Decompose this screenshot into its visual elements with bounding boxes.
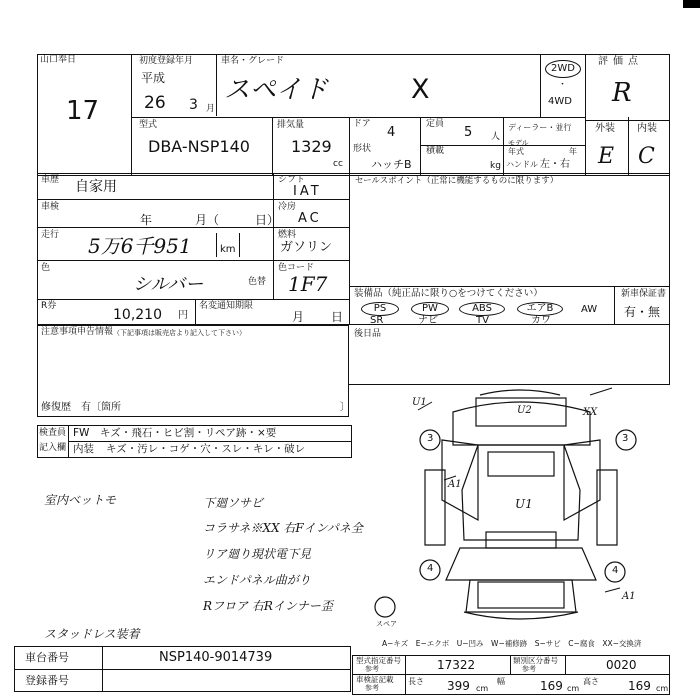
score-label: 評価点	[598, 56, 643, 67]
spare-label: スペア	[376, 620, 397, 628]
repair-close: 〕	[340, 402, 350, 413]
load-label: 積載	[426, 146, 445, 156]
category-label1: 類別区分番号	[513, 656, 558, 665]
capacity-unit: 人	[491, 132, 501, 142]
handwritten-note-2: 下廻ソサビ	[203, 496, 264, 510]
inspector-row2: キズ・汚レ・コゲ・穴・スレ・キレ・破レ	[106, 443, 306, 455]
mileage-value: 5万6千951	[88, 234, 192, 258]
equip-pw: PW	[411, 302, 449, 316]
notes-sub: （下記事項は販売店より記入して下さい）	[113, 329, 246, 337]
exterior-label: 外装	[595, 123, 615, 134]
damage-legend: A−キズ E−エクボ U−凹み W−補修跡 S−サビ C−腐食 XX−交換済	[382, 639, 642, 648]
shape-value: ハッチB	[371, 158, 412, 171]
shift-label: シフト	[278, 175, 306, 185]
equipment-label: 装備品（純正品に限り○をつけてください）	[354, 288, 543, 299]
displacement-unit: cc	[333, 159, 343, 169]
dims-width-label: 幅	[497, 677, 505, 686]
color-code-label: 色コード	[278, 263, 315, 273]
diagram-mark-3-right: 3	[622, 433, 629, 444]
equip-abs: ABS	[459, 302, 505, 316]
handwritten-note-7: スタッドレス装着	[44, 627, 140, 641]
recycle-value: 10,210	[113, 307, 162, 323]
model-year-label2: 年式	[508, 147, 524, 156]
ownership-day: 日	[331, 310, 344, 324]
chassis-value: NSP140-9014739	[159, 650, 273, 665]
equip-tv: TV	[476, 315, 489, 326]
interior-label: 内装	[637, 123, 657, 134]
category-label2: 参考	[522, 665, 536, 673]
chassis-label: 車台番号	[25, 651, 69, 664]
dims-height: 169	[628, 679, 651, 693]
inspector-label1: 検査員	[39, 428, 67, 438]
diagram-mark-3-left: 3	[427, 433, 434, 444]
register-label: 登録番号	[25, 674, 69, 687]
dealer-label: ディーラー・並行	[508, 123, 572, 132]
fuel-value: ガソリン	[280, 240, 333, 255]
repair-value: 有〔箇所	[81, 402, 121, 413]
diagram-mark-u2: U2	[517, 405, 532, 416]
ac-label: 冷房	[278, 202, 297, 212]
model-designation-label2: 参考	[365, 665, 379, 673]
handwritten-note-6: Rフロア 右Rインナー歪	[203, 599, 333, 613]
lot-number: 17	[66, 96, 100, 126]
inspection-day: 日）	[255, 213, 280, 227]
dims-length: 399	[447, 679, 470, 693]
dims-height-unit: cm	[656, 684, 669, 693]
drive-4wd: 4WD	[548, 96, 572, 107]
inspection-month: 月（	[195, 213, 220, 227]
load-unit: kg	[490, 161, 501, 171]
dims-length-label: 長さ	[408, 677, 424, 686]
mileage-unit: km	[220, 244, 236, 255]
after-label: 後日品	[354, 329, 382, 339]
inspection-label: 車検	[41, 202, 60, 212]
color-change-label: 色替	[248, 277, 267, 287]
category-value: 0020	[606, 658, 637, 672]
displacement-label: 排気量	[277, 120, 305, 130]
car-grade: X	[411, 74, 430, 105]
inspector-label2: 記入欄	[39, 443, 67, 453]
model-year-label1: モデル	[508, 139, 529, 147]
first-reg-label: 初度登録年月	[139, 56, 194, 66]
first-reg-era: 平成	[141, 71, 166, 85]
first-reg-month: 3	[189, 97, 198, 113]
sales-label: セールスポイント（正常に機能するものに限ります）	[355, 176, 559, 186]
doors-value: 4	[387, 125, 396, 140]
capacity-value: 5	[464, 125, 473, 140]
model-value: DBA-NSP140	[148, 137, 250, 156]
inspector-row2-tag: 内装	[73, 443, 94, 455]
history-label: 車歴	[41, 175, 60, 185]
repair-label: 修復歴	[41, 402, 71, 413]
diagram-mark-xx: XX	[583, 407, 598, 418]
inspection-year: 年	[140, 213, 153, 227]
model-designation-label1: 型式指定番号	[356, 656, 401, 665]
dims-length-unit: cm	[476, 684, 489, 693]
shape-label: 形状	[353, 144, 372, 154]
dims-height-label: 高さ	[583, 677, 599, 686]
first-reg-month-unit: 月	[206, 104, 216, 114]
diagram-mark-a1-left: A1	[448, 479, 462, 490]
notes-label: 注意事項申告情報	[41, 327, 114, 337]
car-name: スペイド	[224, 75, 329, 105]
warranty-value: 有・無	[624, 305, 661, 319]
equip-sr: SR	[370, 315, 384, 326]
dims-width-unit: cm	[567, 684, 580, 693]
model-label: 型式	[139, 120, 158, 130]
recycle-label: R券	[41, 301, 57, 311]
equip-aw: AW	[581, 304, 598, 315]
ac-value: AC	[298, 211, 322, 226]
equip-leather: カワ	[531, 315, 551, 326]
diagram-mark-4-left: 4	[427, 563, 434, 574]
diagram-mark-u1-center: U1	[515, 497, 533, 511]
ownership-label: 名変通知期限	[199, 301, 254, 311]
dims-label1: 車検証記載	[356, 675, 394, 684]
handwritten-note-3: コラサネ※XX 右Fインパネ全	[203, 521, 363, 535]
car-label: 車名・グレード	[221, 56, 285, 66]
doors-label: ドア	[353, 119, 371, 129]
handwritten-note-4: リア廻り現状電下見	[203, 547, 312, 561]
handwritten-note-5: エンドパネル曲がり	[203, 573, 311, 587]
history-value: 自家用	[75, 179, 117, 195]
exterior-value: E	[598, 144, 615, 169]
displacement-value: 1329	[291, 137, 332, 156]
equip-ps: PS	[361, 302, 399, 316]
model-year-unit: 年	[569, 147, 577, 156]
score-value: R	[612, 78, 632, 108]
handwritten-note-1: 室内ベットモ	[44, 493, 117, 507]
color-label: 色	[41, 263, 51, 273]
shift-value: IAT	[293, 184, 322, 199]
diagram-mark-4-right: 4	[612, 565, 619, 576]
corner-tag: 山口奉日	[40, 55, 77, 65]
color-code-value: 1F7	[288, 272, 328, 296]
ownership-month: 月	[292, 310, 305, 324]
warranty-label: 新車保証書	[621, 289, 667, 299]
drive-dot: ・	[558, 80, 568, 90]
equip-airbag: エアB	[517, 302, 563, 316]
model-designation-value: 17322	[437, 658, 476, 672]
recycle-unit: 円	[178, 310, 188, 321]
fuel-label: 燃料	[278, 230, 297, 240]
first-reg-year: 26	[144, 93, 166, 113]
handle-value: 左・右	[540, 159, 570, 170]
interior-value: C	[638, 144, 655, 169]
dims-width: 169	[540, 679, 563, 693]
drive-2wd: 2WD	[545, 60, 581, 78]
capacity-label: 定員	[426, 119, 445, 129]
mileage-label: 走行	[41, 230, 60, 240]
handle-label: ハンドル	[506, 160, 538, 169]
diagram-mark-a1-right: A1	[622, 591, 636, 602]
color-value: シルバー	[133, 274, 204, 295]
dims-label2: 参考	[365, 684, 379, 692]
diagram-mark-u1-front: U1	[412, 397, 427, 408]
inspector-row1: FW キズ・飛石・ヒビ割・リペア跡・×要	[73, 427, 277, 439]
equip-navi: ナビ	[418, 315, 438, 326]
